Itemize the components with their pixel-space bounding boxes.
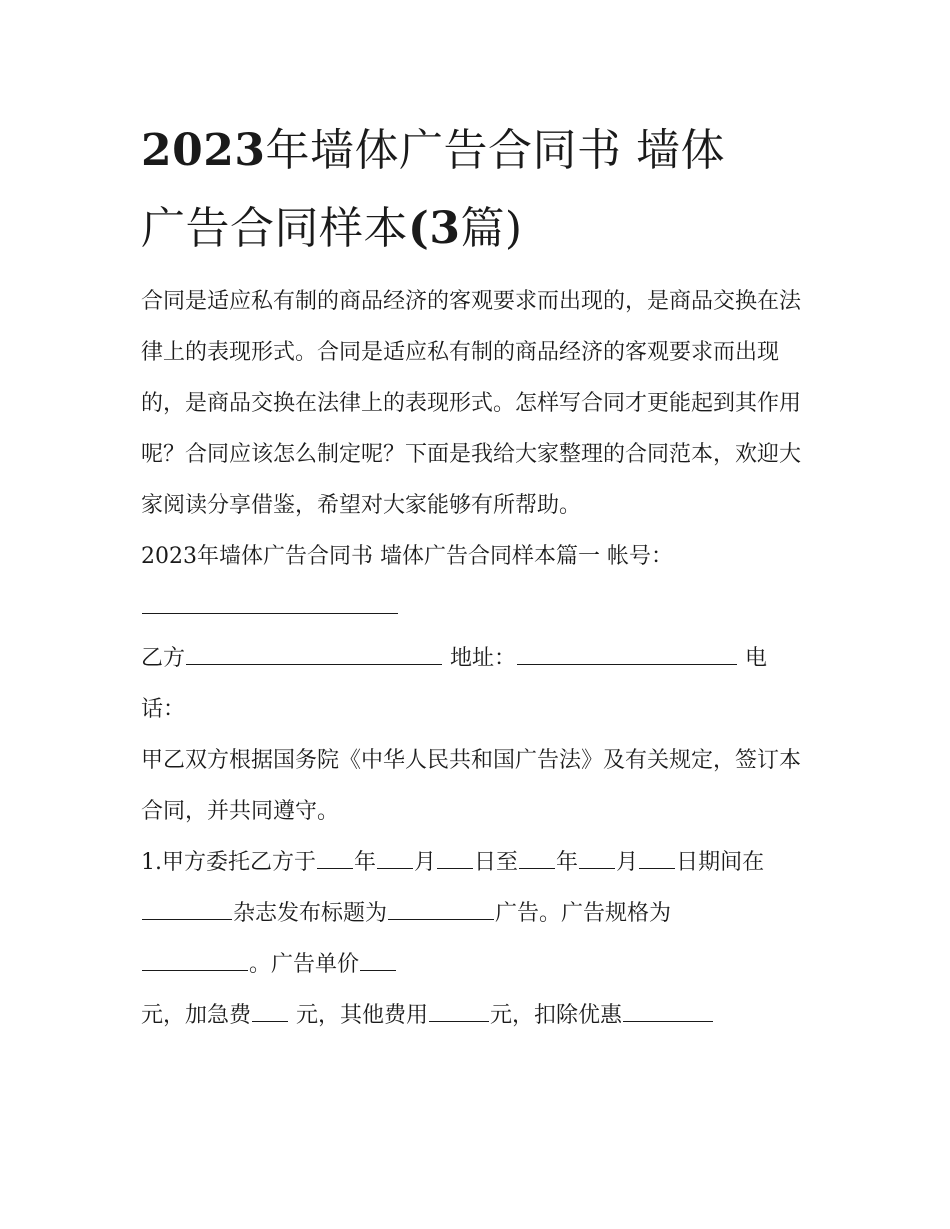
- clause-1-yuan-2: 元，其他费用: [289, 1003, 429, 1028]
- intro-paragraph: 合同是适应私有制的商品经济的客观要求而出现的，是商品交换在法律上的表现形式。合同是适应私有制的商品经济的客观要求而出现的，是商品交换在法律上的表现形式。怎样写合同才更能起到其作用呢？合同应该怎么制定呢？下面是我给大家整理的合同范本，欢迎大家阅读分享借鉴，希望对大家能够有所帮助。: [141, 289, 802, 518]
- blank-day-1: [437, 844, 473, 869]
- phone-label-part2: 话：: [141, 697, 186, 722]
- clause-1-yuan-3: 元，扣除优惠: [490, 1003, 623, 1028]
- clause-1-month-1: 月: [414, 850, 437, 875]
- title-text-1: 年墙体广告合同书 墙体: [265, 125, 725, 176]
- clause-1-year-2: 年: [556, 850, 579, 875]
- blank-ad-title: [388, 895, 494, 920]
- phone-line: [141, 684, 816, 735]
- clause-1-month-2: 月: [616, 850, 639, 875]
- blank-day-2: [639, 844, 675, 869]
- title-text-2: 广告合同样本: [141, 203, 408, 254]
- clause-1-ad-spec: 广告。广告规格为: [495, 901, 672, 926]
- title-count: (3: [408, 203, 461, 254]
- blank-month-2: [579, 844, 615, 869]
- clause-1-publish: 杂志发布标题为: [233, 901, 388, 926]
- phone-label-part1: 电: [745, 646, 768, 671]
- blank-year-1: [317, 844, 353, 869]
- party-b-label: 乙方: [141, 646, 186, 671]
- blank-ad-spec: [142, 946, 248, 971]
- blank-discount: [623, 997, 713, 1022]
- title-year: 2023: [141, 125, 266, 176]
- agreement-paragraph: 甲乙双方根据国务院《中华人民共和国广告法》及有关规定，签订本合同，并共同遵守。: [141, 748, 802, 824]
- address-blank: [517, 640, 737, 665]
- clause-1-day-2: 日期间在: [676, 850, 765, 875]
- clause-1-year-1: 年: [354, 850, 377, 875]
- clause-1-prefix: 1.甲方委托乙方于: [141, 850, 316, 875]
- blank-other-fee: [429, 997, 489, 1022]
- title-end: 篇): [460, 203, 523, 254]
- blank-rush-fee: [252, 997, 288, 1022]
- blank-month-1: [377, 844, 413, 869]
- clause-1-day-1: 日至: [474, 850, 519, 875]
- blank-year-2: [519, 844, 555, 869]
- document-title: [141, 112, 821, 268]
- clause-1-unit-price: 。广告单价: [249, 952, 360, 977]
- account-blank: [142, 589, 398, 614]
- clause-1-yuan-1: 元，加急费: [141, 1003, 252, 1028]
- party-b-blank: [186, 640, 442, 665]
- address-label: 地址：: [450, 646, 517, 671]
- title-line-1: [141, 125, 725, 176]
- section-heading: [141, 531, 816, 582]
- title-line-2: [141, 203, 523, 254]
- blank-unit-price: [360, 946, 396, 971]
- party-b-line: [141, 633, 816, 684]
- account-line: [141, 582, 816, 633]
- clause-1: [141, 837, 816, 1041]
- section-heading-text: 2023年墙体广告合同书 墙体广告合同样本篇一 帐号：: [141, 544, 673, 569]
- blank-magazine: [142, 895, 232, 920]
- document-body: [141, 276, 816, 1041]
